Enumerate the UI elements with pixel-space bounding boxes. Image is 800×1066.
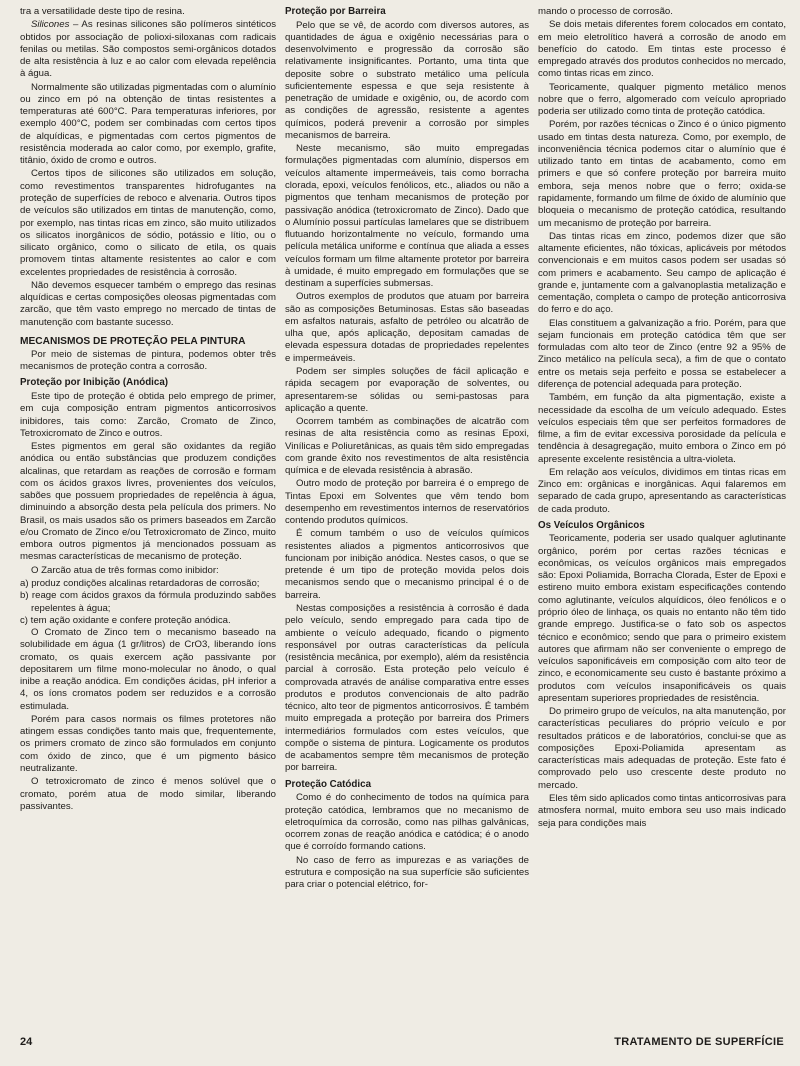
column-3 xyxy=(538,6,786,831)
subheading-catodica: Proteção Catódica xyxy=(285,778,372,790)
paragraph: Por meio de sistemas de pintura, podemos obter três mecanismos de proteção contra a corrosão. xyxy=(20,348,276,373)
subheading-inibicao: Proteção por Inibição (Anódica) xyxy=(20,377,169,389)
paragraph: Elas constituem a galvanização a frio. Porém, para que sejam funcionais em proteção catódica têm que ser formuladas com alto teor de Zinco (entre 92 a 95% de Zinco metálico na película seca), a fim de que o contato entre os metais seja perfeito e possa se estabelecer a diferença de potencial adequada para proteção. xyxy=(538,317,786,390)
paragraph: Teoricamente, poderia ser usado qualquer aglutinante orgânico, porém por certas razões técnicas e econômicas, os veículos orgânicos mais empregados são: Epoxi Poliamida, Borracha Clorada, Ester de Epoxi e estireno muito embora existam especificações contendo como aglutinante, veículos alquídicos, óleo fenólicos e o próprio óleo de linhaça, os quais no entanto não têm tido grande emprego. Justifica-se o fato sob os aspectos técnico e econômico; sendo que para o primeiro existem autores que afirmam não ser conveniente o emprego de veículos saponificáveis em composição com alto teor de zinco, e economicamente seu custo é bastante próximo a produtos com veículos insaponificáveis os quais apresentam superiores propriedades de resistência. xyxy=(538,533,786,704)
paragraph: Neste mecanismo, são muito empregadas formulações pigmentadas com alumínio, dispersos em veículos altamente impermeáveis, tais como borracha clorada, epoxi, veículos fenólicos, etc., aliados ou não a pigmentos que tenham mecanismos de proteção por passivação anódica (tetroxicromato de Zinco). Dado que o Alumínio possui partículas lamelares que se distribuem flutuando horizontalmente no veículo, formando uma película metálica uniforme e contínua que aliada a esses veículos formam um filme altamente protetor por barreira à umidade, é muito empregado em formulações que se destinam a superfícies submersas. xyxy=(285,143,529,290)
page-number: 24 xyxy=(20,1036,33,1048)
paragraph: Em relação aos veículos, dividimos em tintas ricas em Zinco em: orgânicas e inorgânicas. Aqui falaremos em separado de cada grupo, apresentando as características de cada produto. xyxy=(538,466,786,515)
list-item: b) reage com ácidos graxos da fórmula produzindo sabões repelentes à água; xyxy=(20,590,276,614)
silicones-text: – As resinas silicones são polímeros sintéticos obtidos por associação de polioxi-siloxanas com radicais fenilas ou metilas. São compostos semi-orgânicos dotados de alta resistência à luz e ao calor com elevada repelência à água. xyxy=(20,19,276,80)
paragraph: Do primeiro grupo de veículos, na alta manutenção, por características peculiares do próprio veículo e por resultados práticos e de laboratórios, conclui-se que as composições Epoxi-Poliamida apresentam as características mais adequadas de proteção. Este fato é comprovado pelo uso crescente deste produto no mercado. xyxy=(538,706,786,791)
paragraph: Das tintas ricas em zinco, podemos dizer que são altamente eficientes, não tóxicas, aplicáveis por métodos convencionais e em muitos casos podem ser usadas só com primers e acabamento. Seu campo de aplicação é grande e, juntamente com a galvanoplastia metalização e cementação, completa o campo de proteção anticorrosiva do ferro e do aço. xyxy=(538,230,786,316)
column-1 xyxy=(20,6,276,814)
paragraph: O Zarcão atua de três formas como inibidor: xyxy=(31,564,219,576)
paragraph: Normalmente são utilizadas pigmentadas com o alumínio ou zinco em pó na obtenção de tintas resistentes a temperaturas até 600°C. Para temperaturas inferiores, por exemplo 400°C, podem ser combinadas com certos tipos de alquídicas, e pigmentadas com certos pigmentos de resistência moderada ao calor como, por exemplo, grafite, titânio, óxido de cromo e outros. xyxy=(20,81,276,167)
subheading-barreira: Proteção por Barreira xyxy=(285,6,386,17)
column-2 xyxy=(285,6,529,892)
paragraph: mando o processo de corrosão. xyxy=(538,6,673,17)
paragraph: Não devemos esquecer também o emprego das resinas alquídicas e certas composições oleosas pigmentadas com zarcão, que têm vasto emprego no mercado de tintas de manutenção com bastante sucesso. xyxy=(20,279,276,328)
paragraph: Porém, por razões técnicas o Zinco é o único pigmento usado em tintas desta natureza. Como, por exemplo, de inconveniência técnica podemos citar o alumínio que é utilizado tanto em tintas de acabamento, como em primers e que só confere proteção por barreira muito embora, seja menos nobre que o ferro; oxida-se rapidamente, formando um filme de óxido de alumínio que bloqueia o mecanismo de proteção catódica, resultando um mecanismo de proteção por barreira. xyxy=(538,119,786,229)
list-item: a) produz condições alcalinas retardadoras de corrosão; xyxy=(20,578,260,589)
paragraph: Outro modo de proteção por barreira é o emprego de Tintas Epoxi em Solventes que vêm tendo bom desempenho em revestimentos internos de reservatórios contendo produtos químicos. xyxy=(285,478,529,527)
paragraph: É comum também o uso de veículos químicos resistentes aliados a pigmentos anticorrosivos que funcionam por inibição anódica. Nestes casos, o que se pretende é um tipo de proteção movida pelos dois mecanismos sendo que o mecanismo principal é o de barreira. xyxy=(285,528,529,601)
section-heading-mecanismos: MECANISMOS DE PROTEÇÃO PELA PINTURA xyxy=(20,335,246,347)
paragraph: Podem ser simples soluções de fácil aplicação e rápida secagem por evaporação de solventes, ou apresentarem-se sólidas ou semi-pastosas para aplicação a quente. xyxy=(285,365,529,414)
paragraph: Também, em função da alta pigmentação, existe a necessidade da escolha de um veículo adequado. Estes veículos especiais têm que ser perfeitos formadores de filme, a fim de evitar excessiva porosidade da película e tendência à desagregação, muito embora o Zinco em pó apresente excelente resistência a ultra-violeta. xyxy=(538,392,786,465)
list-item: c) tem ação oxidante e confere proteção anódica. xyxy=(20,614,231,626)
paragraph: Como é do conhecimento de todos na química para proteção catódica, lembramos que no mecanismo de eletroquímica da corrosão, como nas pilhas galvânicas, ocorrem zonas de reação anódica e catódica; é o anodo que é corroído formando cations. xyxy=(285,792,529,853)
paragraph-silicones xyxy=(20,19,276,80)
paragraph: Nestas composições a resistência à corrosão é dada pelo veículo, sendo empregado para cada tipo de ambiente o veículo adequado, ficando o pigmento responsável por outras características da película (resistência mecânica, por exemplo), além da resistência parcial à corrosão. Esta proteção pelo veículo é comprovada através de análise comparativa entre esses produtos e produtos convencionais de alto padrão técnico, alto teor de pigmentos anticorrosivos. É também muito empregada a proteção por barreira dos Primers intermediários formulados com estes veículos, que compõe o sistema de pintura. Logicamente os produtos de acabamentos sempre têm mecanismos de proteção por barreira. xyxy=(285,603,529,774)
paragraph: Outros exemplos de produtos que atuam por barreira são as composições Betuminosas. Estas são baseadas em asfaltos naturais, asfalto de petróleo ou alcatrão de ulha que, após aplicação, depositam camadas de elevada espessura dotadas de propriedades repelentes e impermeáveis. xyxy=(285,291,529,364)
paragraph: Estes pigmentos em geral são oxidantes da região anódica ou então substâncias que produzem condições alcalinas, que retardam as reações de corrosão e formam com os ácidos graxos livres, provenientes dos veículos, sabões que possuem propriedades de repelência à água, diminuindo a absorção desta pela película dos primers. No Brasil, os mais usados são os primers baseados em Zarcão e/ou Cromato de Zinco e/ou Tetroxicromato de Zinco, muito embora outros pigmentos já mencionados possuam as mesmas características de mecanismo de proteção. xyxy=(20,441,276,563)
paragraph: Teoricamente, qualquer pigmento metálico menos nobre que o ferro, algomerado com veículo apropriado poderia ser utilizado como tinta de proteção catódica. xyxy=(538,81,786,118)
paragraph: Este tipo de proteção é obtida pelo emprego de primer, em cuja composição entram pigmentos anticorrosivos inibidores, tais como: Zarcão, Cromato de Zinco, Tetroxicromato de Zinco e outros. xyxy=(20,391,276,439)
paragraph: O tetroxicromato de zinco é menos solúvel que o cromato, porém atua de modo similar, liberando passivantes. xyxy=(20,776,276,812)
paragraph: Se dois metais diferentes forem colocados em contato, em meio eletrolítico haverá a corrosão de anodo em benefício do catodo. Em tintas este processo é empregado através dos produtos conhecidos no mercado, como tintas ricas em zinco. xyxy=(538,19,786,80)
paragraph: tra a versatilidade deste tipo de resina. xyxy=(20,6,185,17)
paragraph: No caso de ferro as impurezas e as variações de estrutura e composição na sua superfície são suficientes para criar o potencial elétrico, for- xyxy=(285,854,529,891)
paragraph: Eles têm sido aplicados como tintas anticorrosivas para atmosfera normal, muito embora seu uso mais indicado seja para condições mais xyxy=(538,793,786,829)
subheading-veiculos-organicos: Os Veículos Orgânicos xyxy=(538,519,645,531)
journal-title: TRATAMENTO DE SUPERFÍCIE xyxy=(614,1036,784,1048)
paragraph: Porém para casos normais os filmes protetores não atingem essas condições tanto mais que, frequentemente, os primers cromato de zinco são formulados em conjunto com óxido de zinco, que é um pigmento básico neutralizante. xyxy=(20,713,276,774)
paragraph: Certos tipos de silicones são utilizados em solução, como revestimentos transparentes hidrofugantes na proteção de superfícies de reboco e alvenaria. Outros tipos de veículos são utilizados em tintas de manutenção, como, por exemplo, nas tintas ricas em zinco, são muito utilizados os silicatos inorgânicos de sódio, potássio e lítio, ou o silicato orgânico, como o silicato de etila, os quais promovem tintas altamente resistentes ao calor e com excelentes propriedades de resistência à corrosão. xyxy=(20,168,276,278)
paragraph: Pelo que se vê, de acordo com diversos autores, as quantidades de água e oxigênio necessárias para o desenvolvimento e progressão da corrosão são relativamente insignificantes. Portanto, uma tinta que deposite sobre o substrato metálico uma película suficientemente espessa e que seja resistente à penetração de umidade e oxigênio, ou, de acordo com as condições de agressão, resistente a agentes químicos, poderá prevenir a corrosão por simples mecanismos de barreira. xyxy=(285,19,529,141)
term-silicones: Silicones xyxy=(31,19,70,31)
paragraph: Ocorrem também as combinações de alcatrão com resinas de alta resistência como as resinas Epoxi, Vinílicas e Poliuretânicas, as quais têm sido empregadas com grande êxito nos revestimentos de alta resistência química e de elevada resistência à abrasão. xyxy=(285,416,529,477)
paragraph: O Cromato de Zinco tem o mecanismo baseado na solubilidade em água (1 gr/litros) de CrO3, liberando íons cromato, os quais exercem ação passivante por depositarem um filme mono-molecular no ânodo, o qual inibe a reação anódica. Em condições ácidas, pH inferior a 4, os íons cromatos podem ser reduzidos e a corrosão estimulada. xyxy=(20,627,276,712)
